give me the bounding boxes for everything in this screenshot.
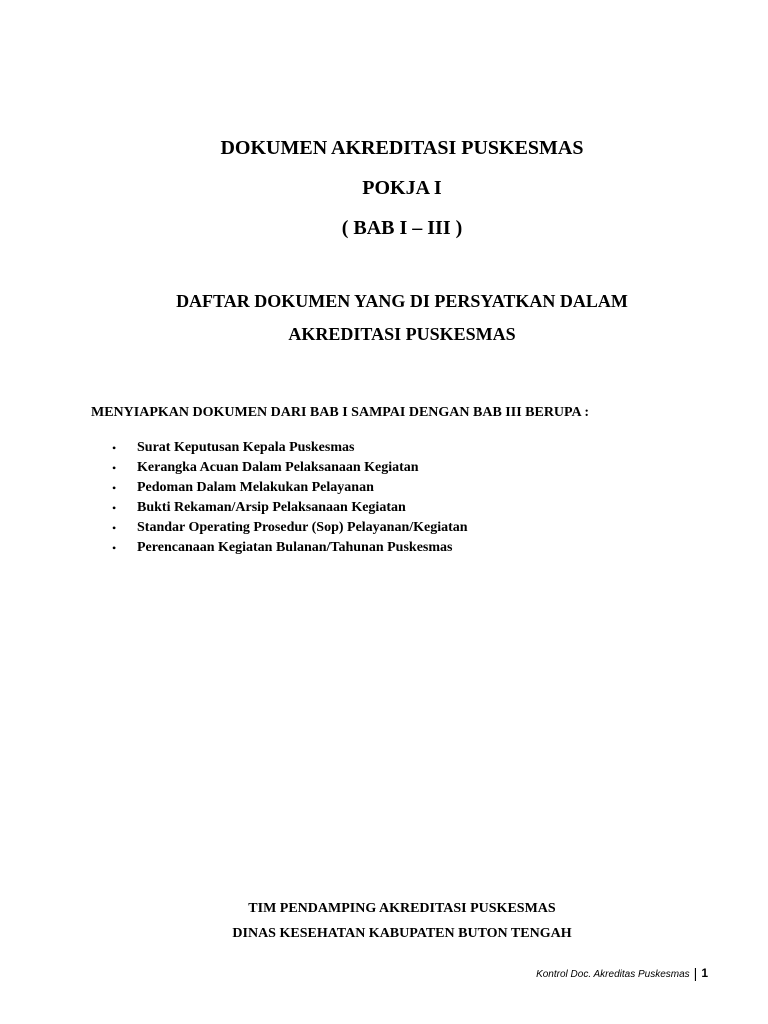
page-footer — [536, 966, 708, 982]
list-item-text: Surat Keputusan Kepala Puskesmas — [137, 440, 355, 455]
list-item-text: Kerangka Acuan Dalam Pelaksanaan Kegiatan — [137, 460, 419, 475]
bullet-icon: • — [112, 481, 117, 495]
footer-separator: | — [693, 965, 698, 981]
bullet-icon: • — [112, 521, 117, 535]
pokja-heading: POKJA I — [362, 177, 442, 199]
list-item-text: Bukti Rekaman/Arsip Pelaksanaan Kegiatan — [137, 500, 406, 515]
subtitle-line-1: DAFTAR DOKUMEN YANG DI PERSYATKAN DALAM — [176, 291, 628, 311]
list-item-text: Perencanaan Kegiatan Bulanan/Tahunan Puskesmas — [137, 540, 453, 555]
signature-team: TIM PENDAMPING AKREDITASI PUSKESMAS — [248, 901, 556, 916]
footer-label: Kontrol Doc. Akreditas Puskesmas — [536, 969, 690, 980]
bullet-icon: • — [112, 461, 117, 475]
list-item-text: Pedoman Dalam Melakukan Pelayanan — [137, 480, 374, 495]
document-title: DOKUMEN AKREDITASI PUSKESMAS — [220, 137, 584, 159]
subtitle-line-2: AKREDITASI PUSKESMAS — [288, 324, 516, 344]
bullet-icon: • — [112, 541, 117, 555]
bullet-icon: • — [112, 441, 117, 455]
bab-range-heading: ( BAB I – III ) — [341, 217, 463, 239]
intro-statement: MENYIAPKAN DOKUMEN DARI BAB I SAMPAI DENGAN BAB III BERUPA : — [91, 405, 590, 420]
page-number: 1 — [701, 966, 708, 980]
signature-office: DINAS KESEHATAN KABUPATEN BUTON TENGAH — [232, 926, 572, 941]
bullet-icon: • — [112, 501, 117, 515]
list-item-text: Standar Operating Prosedur (Sop) Pelayanan/Kegiatan — [137, 520, 468, 535]
